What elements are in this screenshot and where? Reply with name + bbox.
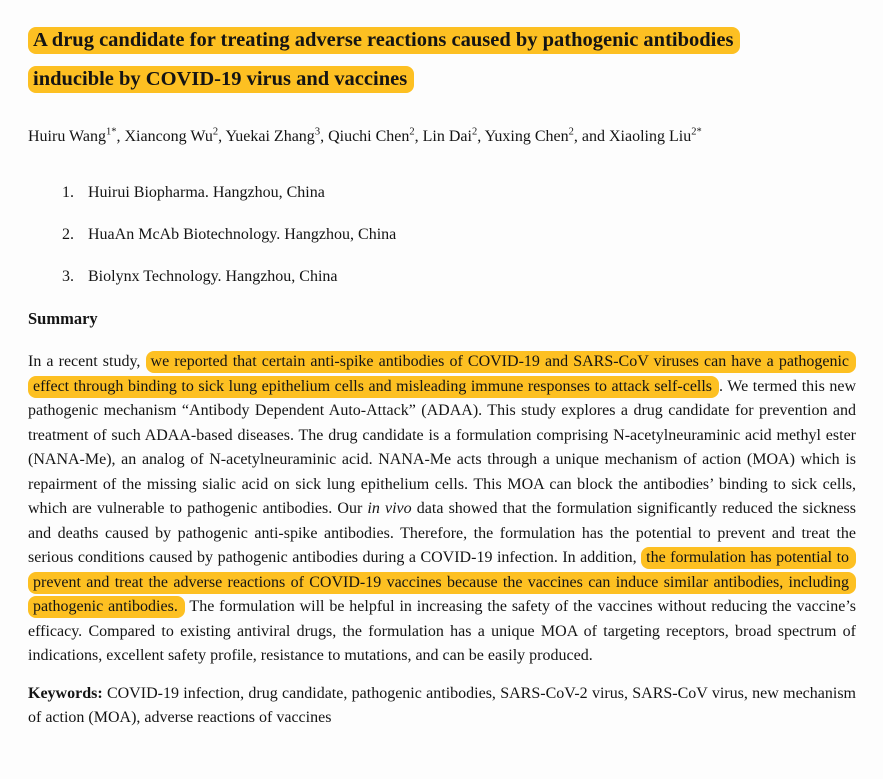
- text-run: . We termed this new pathogenic mechanism “Antibody Dependent Auto-Attack” (ADAA). This study explores a drug candidate for prevention and treatment of such ADAA-based diseases. The drug candidate is a formulation comprising N-acetylneuraminic acid methyl ester (NANA-Me), an analog of N-acetylneuraminic acid. NANA-Me acts through a unique mechanism of action (MOA) which is repairment of the missing sialic acid on sick lung epithelium cells. This MOA can block the antibodies’ binding to sick cells, which are vulnerable to pathogenic antibodies. Our: [28, 377, 857, 517]
- affiliation-item-1: [28, 183, 856, 203]
- text-run: COVID-19 infection, drug candidate, pathogenic antibodies, SARS-CoV-2 virus, SARS-CoV virus, new mechanism of action (MOA), adverse reactions of vaccines: [28, 684, 856, 726]
- text-run: data showed that the formulation significantly reduced the sickness and deaths caused by pathogenic anti-spike antibodies. Therefore, the formulation has the potential to prevent and treat the serious conditions caused by pathogenic antibodies during a COVID-19 infection. In addition,: [28, 500, 856, 566]
- title-highlight-2: inducible by COVID-19 virus and vaccines: [28, 66, 414, 93]
- author-superscript: 1*: [105, 126, 117, 138]
- text-run: , Qiuchi Chen: [320, 128, 410, 145]
- keywords-line: [28, 682, 856, 731]
- affiliation-text: HuaAn McAb Biotechnology. Hangzhou, China: [88, 226, 397, 243]
- text-run: In a recent study,: [28, 353, 146, 370]
- affiliation-number: 2.: [62, 226, 74, 243]
- paper-title: [28, 27, 856, 92]
- italic-text: in vivo: [367, 500, 412, 517]
- text-run: , Xiancong Wu: [116, 128, 213, 145]
- highlighted-text: we reported that certain anti-spike antibodies of COVID-19 and SARS-CoV viruses can have a pathogenic effect through binding to sick lung epithelium cells and misleading immune responses to attack self-cells: [28, 351, 856, 398]
- author-superscript: 2: [471, 126, 478, 138]
- text-run: , Yuekai Zhang: [218, 128, 315, 145]
- author-superscript: 2: [568, 126, 574, 138]
- summary-heading: Summary: [28, 309, 98, 328]
- author-superscript: 2*: [691, 126, 702, 138]
- bold-text: Keywords:: [28, 684, 103, 702]
- paper-title-line-2: [28, 66, 856, 92]
- title-highlight-1: A drug candidate for treating adverse reactions caused by pathogenic antibodies: [28, 27, 740, 54]
- author-superscript: 2: [409, 126, 415, 138]
- affiliation-text: Biolynx Technology. Hangzhou, China: [88, 268, 338, 285]
- text-run: The formulation will be helpful in increasing the safety of the vaccines without reducing the vaccine’s efficacy. Compared to existing antiviral drugs, the formulation has a unique MOA of targeting receptors, broad spectrum of indications, excellent safety profile, resistance to mutations, and can be easily produced.: [28, 598, 856, 664]
- text-run: , and Xiaoling Liu: [573, 128, 692, 145]
- affiliation-number: 1.: [62, 184, 74, 201]
- author-list: [28, 127, 856, 147]
- text-run: , Yuxing Chen: [477, 128, 569, 145]
- affiliation-item-3: [28, 267, 856, 287]
- affiliation-number: 3.: [62, 268, 74, 285]
- affiliation-list: [28, 183, 856, 287]
- author-superscript: 3: [314, 126, 321, 138]
- summary-paragraph: [28, 350, 856, 669]
- highlighted-text: the formulation has potential to prevent and treat the adverse reactions of COVID-19 vaccines because the vaccines can induce similar antibodies, including pathogenic antibodies.: [28, 547, 856, 618]
- paper-title-line-1: [28, 27, 856, 53]
- affiliation-item-2: [28, 225, 856, 245]
- text-run: , Lin Dai: [414, 128, 472, 145]
- affiliation-text: Huirui Biopharma. Hangzhou, China: [88, 184, 325, 201]
- author-superscript: 2: [212, 126, 219, 138]
- text-run: Huiru Wang: [28, 128, 106, 145]
